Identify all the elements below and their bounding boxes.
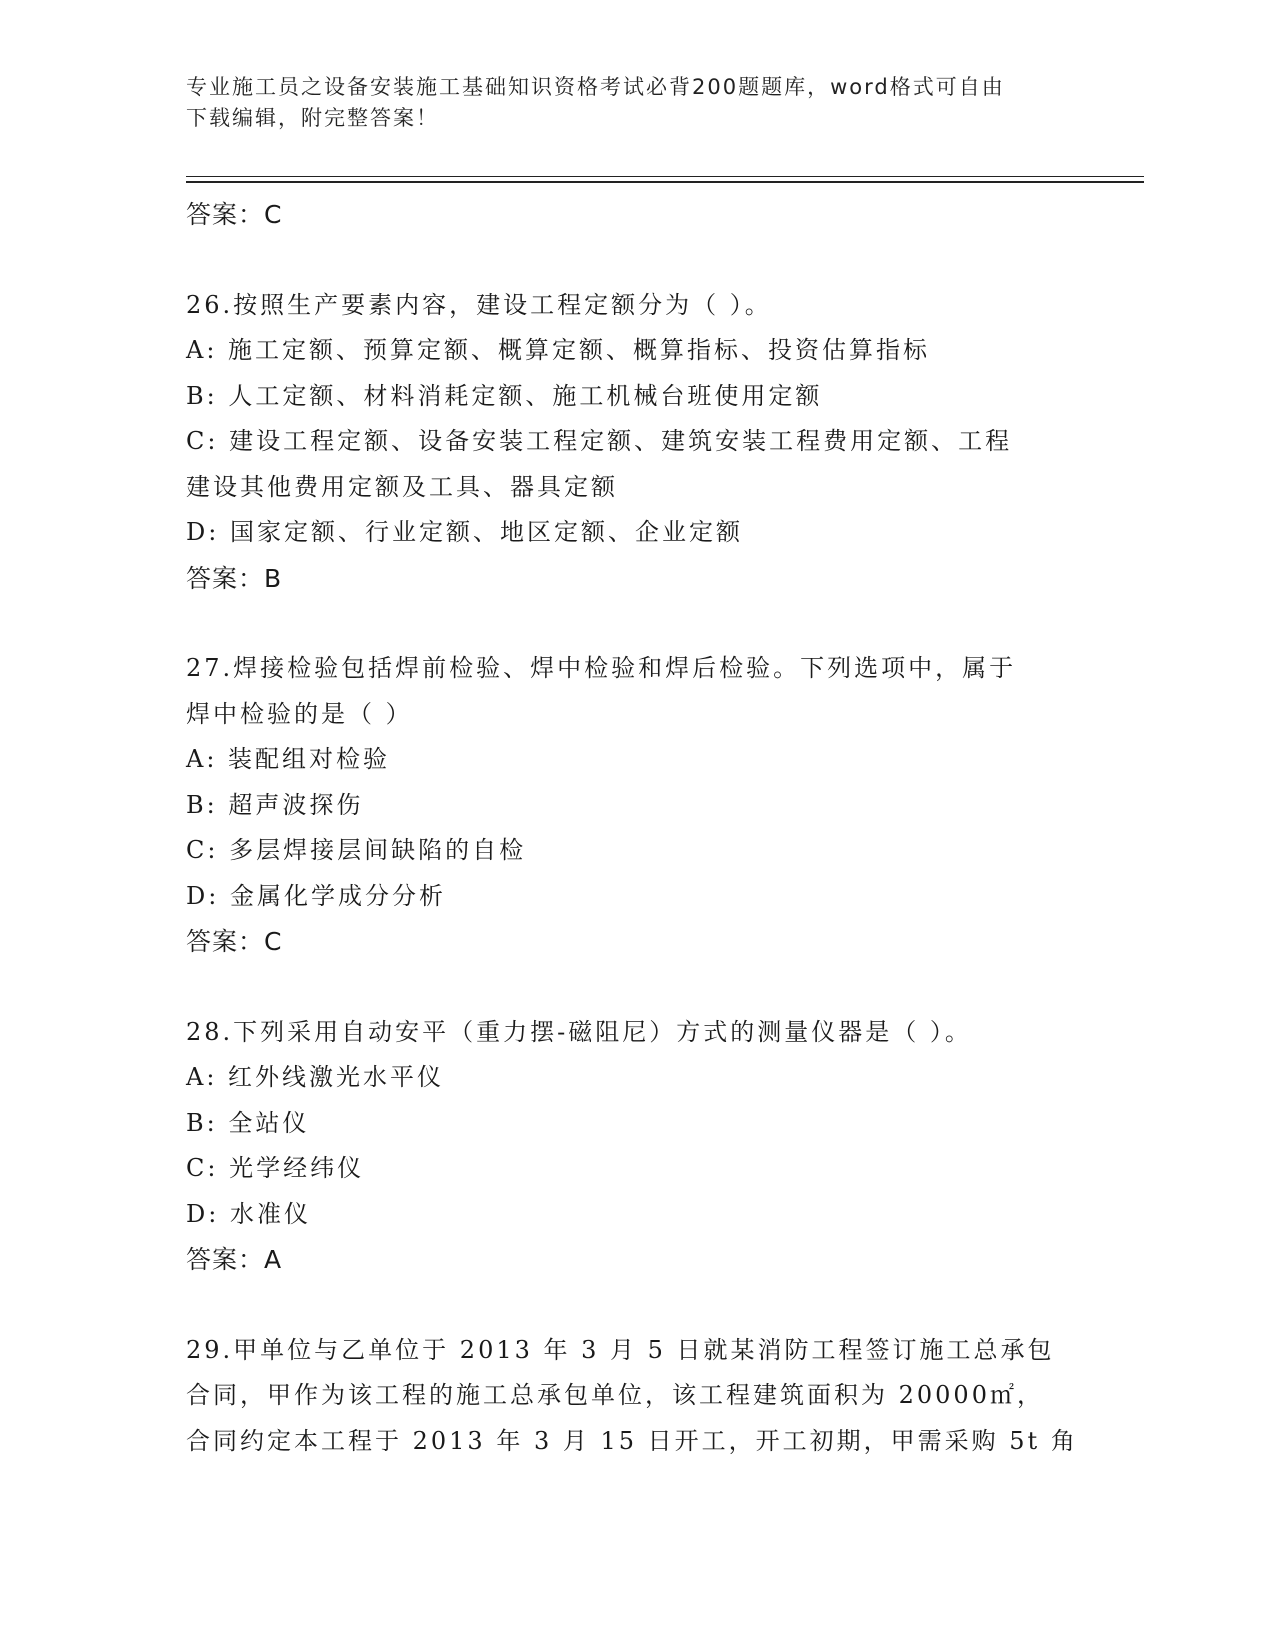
header-line-2: 下载编辑，附完整答案！ (186, 106, 439, 130)
question-28 (186, 1010, 1086, 1283)
spacer (186, 1283, 1086, 1328)
option-d: D: 国家定额、行业定额、地区定额、企业定额 (186, 518, 743, 546)
question-stem-continued: 合同约定本工程于 2013 年 3 月 15 日开工，开工初期，甲需采购 5t 角 (186, 1426, 1078, 1455)
option-c: C: 多层焊接层间缺陷的自检 (186, 836, 527, 864)
question-stem: 26.按照生产要素内容，建设工程定额分为（ ）。 (186, 290, 772, 319)
option-a: A: 装配组对检验 (186, 745, 391, 773)
question-26 (186, 283, 1086, 602)
question-29 (186, 1328, 1086, 1465)
option-b: B: 人工定额、材料消耗定额、施工机械台班使用定额 (186, 381, 823, 410)
option-c: C: 光学经纬仪 (186, 1154, 365, 1182)
option-b: B: 全站仪 (186, 1108, 310, 1137)
spacer (186, 965, 1086, 1010)
answer-25: 答案：C (186, 200, 283, 229)
option-a: A: 施工定额、预算定额、概算定额、概算指标、投资估算指标 (186, 336, 931, 364)
question-stem-continued: 合同，甲作为该工程的施工总承包单位，该工程建筑面积为 20000㎡， (186, 1381, 1044, 1409)
document-body (186, 192, 1086, 1464)
question-stem: 29.甲单位与乙单位于 2013 年 3 月 5 日就某消防工程签订施工总承包 (186, 1335, 1055, 1364)
question-27 (186, 646, 1086, 965)
header-divider-thick (186, 181, 1144, 183)
answer: 答案：A (186, 1245, 283, 1274)
answer: 答案：B (186, 563, 283, 593)
question-stem: 28.下列采用自动安平（重力摆-磁阻尼）方式的测量仪器是（ ）。 (186, 1017, 972, 1046)
spacer (186, 238, 1086, 283)
option-d: D: 水准仪 (186, 1199, 311, 1228)
spacer (186, 601, 1086, 646)
option-a: A: 红外线激光水平仪 (186, 1063, 445, 1091)
answer: 答案：C (186, 927, 283, 956)
option-d: D: 金属化学成分分析 (186, 881, 446, 910)
question-stem-continued: 焊中检验的是（ ） (186, 699, 413, 728)
header-divider-thin (186, 176, 1144, 177)
document-header (186, 72, 1086, 134)
option-c: C: 建设工程定额、设备安装工程定额、建筑安装工程费用定额、工程 (186, 427, 1013, 455)
question-stem: 27.焊接检验包括焊前检验、焊中检验和焊后检验。下列选项中，属于 (186, 654, 1017, 682)
option-b: B: 超声波探伤 (186, 790, 364, 819)
option-c-continued: 建设其他费用定额及工具、器具定额 (186, 472, 618, 501)
header-line-1: 专业施工员之设备安装施工基础知识资格考试必背200题题库，word格式可自由 (186, 75, 1005, 99)
